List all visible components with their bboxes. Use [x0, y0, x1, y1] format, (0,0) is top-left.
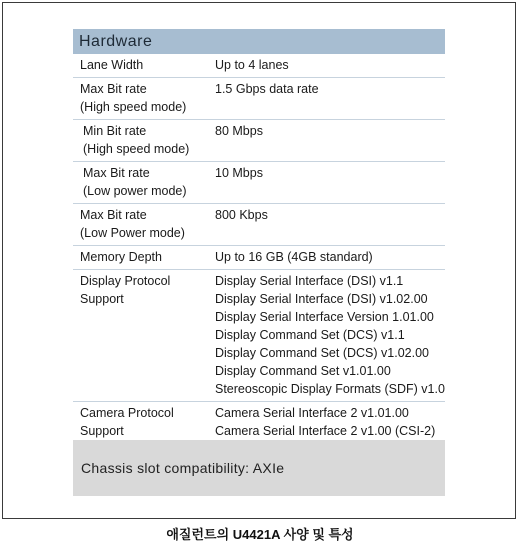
row-label-line: (Low Power mode) [80, 226, 185, 240]
row-value-line: Display Serial Interface (DSI) v1.02.00 [215, 292, 428, 306]
row-label-line: Camera Protocol [80, 406, 174, 420]
figure-frame [2, 2, 516, 519]
row-value [207, 164, 445, 200]
row-value-line: Display Command Set (DCS) v1.1 [215, 328, 405, 342]
row-value-line: Up to 16 GB (4GB standard) [215, 250, 373, 264]
row-value-line: Camera Serial Interface 2 v1.01.00 [215, 406, 409, 420]
spec-table [73, 29, 445, 444]
row-value-line: 800 Kbps [215, 208, 268, 222]
table-row [73, 162, 445, 204]
row-value [207, 56, 445, 74]
row-value-line: Display Command Set v1.01.00 [215, 364, 391, 378]
row-value [207, 80, 445, 116]
row-value [207, 122, 445, 158]
table-row [73, 270, 445, 402]
row-value-line: 1.5 Gbps data rate [215, 82, 319, 96]
row-value [207, 248, 445, 266]
row-value-line: Up to 4 lanes [215, 58, 289, 72]
row-label-line: Min Bit rate [83, 124, 147, 138]
figure-caption: 애질런트의 U4421A 사양 및 특성 [166, 527, 354, 542]
table-row [73, 402, 445, 444]
spec-rows [73, 54, 445, 444]
table-row [73, 54, 445, 78]
table-row [73, 246, 445, 270]
row-label-line: Lane Width [80, 58, 144, 72]
row-value [207, 404, 445, 440]
row-value-line: Camera Serial Interface 2 v1.00 (CSI-2) [215, 424, 436, 438]
row-label-line: (High speed mode) [80, 100, 187, 114]
table-row [73, 78, 445, 120]
row-label-line: Max Bit rate [83, 166, 150, 180]
row-label [73, 272, 207, 398]
row-value-line: Display Command Set (DCS) v1.02.00 [215, 346, 429, 360]
row-label-line: (Low power mode) [83, 184, 187, 198]
row-label [73, 56, 207, 74]
row-label [73, 122, 207, 158]
row-label-line: Max Bit rate [80, 82, 147, 96]
row-label [73, 248, 207, 266]
row-value-line: Display Serial Interface Version 1.01.00 [215, 310, 434, 324]
row-label-line: Support [80, 292, 124, 306]
row-label [73, 206, 207, 242]
row-label [73, 80, 207, 116]
row-label-line: Display Protocol [80, 274, 171, 288]
row-value-line: 80 Mbps [215, 124, 263, 138]
row-value [207, 272, 445, 398]
row-label-line: (High speed mode) [83, 142, 190, 156]
row-value [207, 206, 445, 242]
table-row [73, 204, 445, 246]
section-header: Hardware [73, 29, 445, 54]
row-value-line: Stereoscopic Display Formats (SDF) v1.0 [215, 382, 445, 396]
row-label [73, 404, 207, 440]
row-value-line: Display Serial Interface (DSI) v1.1 [215, 274, 404, 288]
chassis-compatibility: Chassis slot compatibility: AXIe [73, 440, 445, 496]
row-label-line: Max Bit rate [80, 208, 147, 222]
row-label-line: Support [80, 424, 124, 438]
row-value-line: 10 Mbps [215, 166, 263, 180]
table-row [73, 120, 445, 162]
row-label-line: Memory Depth [80, 250, 162, 264]
row-label [73, 164, 207, 200]
